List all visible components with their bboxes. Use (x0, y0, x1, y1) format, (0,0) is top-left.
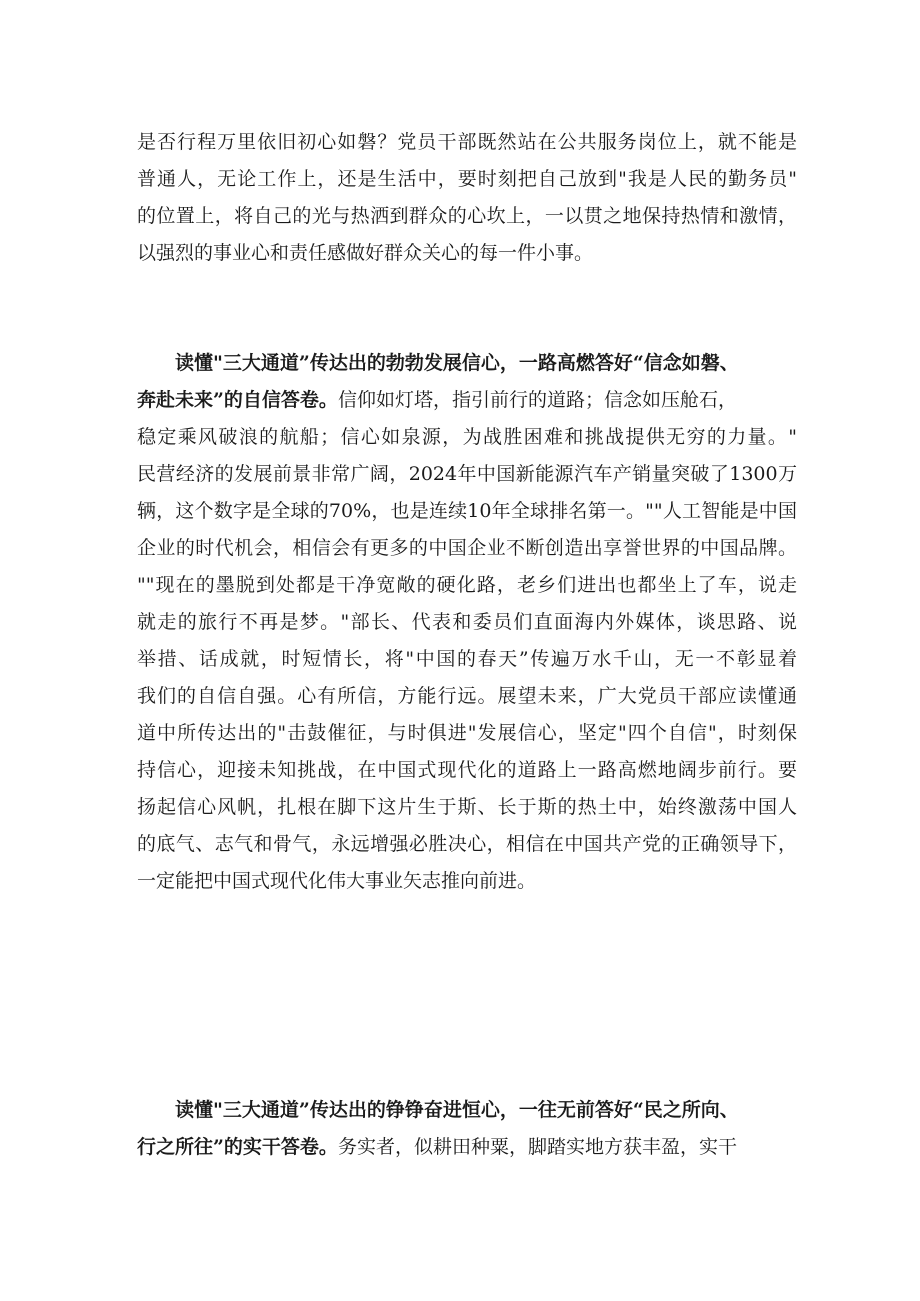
paragraph-line: 持信心，迎接未知挑战，在中国式现代化的道路上一路高燃地阔步前行。要 (137, 759, 797, 781)
paragraph-2 (137, 345, 797, 900)
paragraph-heading-line (137, 382, 797, 419)
paragraph-heading-line (137, 345, 797, 382)
paragraph-line: 就走的旅行不再是梦。"部长、代表和委员们直面海内外媒体，谈思路、说 (137, 611, 797, 633)
paragraph-3 (137, 1092, 797, 1166)
paragraph-line: 我们的自信自强。心有所信，方能行远。展望未来，广大党员干部应读懂通 (137, 685, 797, 707)
bold-lead-text: 读懂"三大通道”传达出的铮铮奋进恒心，一往无前答好“民之所向、 (175, 1099, 739, 1121)
bold-lead-text: 行之所往”的实干答卷。 (137, 1136, 338, 1158)
paragraph-line: 普通人，无论工作上，还是生活中，要时刻把自己放到"我是人民的勤务员" (137, 168, 797, 190)
paragraph-1 (137, 124, 797, 272)
body-text: 务实者，似耕田种粟，脚踏实地方获丰盈，实干 (337, 1136, 737, 1158)
bold-lead-text: 读懂"三大通道”传达出的勃勃发展信心，一路高燃答好“信念如磐、 (175, 352, 739, 374)
paragraph-line: 民营经济的发展前景非常广阔，2024年中国新能源汽车产销量突破了1300万 (137, 463, 797, 485)
bold-lead-text: 奔赴未来”的自信答卷。 (137, 389, 338, 411)
paragraph-heading-line (137, 1129, 797, 1166)
paragraph-line: 稳定乘风破浪的航船；信心如泉源，为战胜困难和挑战提供无穷的力量。" (137, 426, 797, 448)
paragraph-heading-line (137, 1092, 797, 1129)
paragraph-line: ""现在的墨脱到处都是干净宽敞的硬化路，老乡们进出也都坐上了车，说走 (137, 574, 797, 596)
body-text: 信仰如灯塔，指引前行的道路；信念如压舱石， (337, 389, 737, 411)
paragraph-line: 一定能把中国式现代化伟大事业矢志推向前进。 (137, 870, 537, 892)
paragraph-line: 的底气、志气和骨气，永远增强必胜决心，相信在中国共产党的正确领导下， (137, 833, 797, 855)
paragraph-line: 道中所传达出的"击鼓催征，与时俱进"发展信心，坚定"四个自信"，时刻保 (137, 722, 797, 744)
paragraph-line: 的位置上，将自己的光与热洒到群众的心坎上，一以贯之地保持热情和激情， (137, 205, 797, 227)
paragraph-line: 举措、话成就，时短情长，将"中国的春天”传遍万水千山，无一不彰显着 (137, 648, 797, 670)
paragraph-line: 是否行程万里依旧初心如磐？党员干部既然站在公共服务岗位上，就不能是 (137, 131, 797, 153)
paragraph-line: 辆，这个数字是全球的70%，也是连续10年全球排名第一。""人工智能是中国 (137, 500, 797, 522)
paragraph-line: 扬起信心风帆，扎根在脚下这片生于斯、长于斯的热土中，始终激荡中国人 (137, 796, 797, 818)
paragraph-line: 企业的时代机会，相信会有更多的中国企业不断创造出享誉世界的中国品牌。 (137, 537, 797, 559)
paragraph-line: 以强烈的事业心和责任感做好群众关心的每一件小事。 (137, 242, 594, 264)
